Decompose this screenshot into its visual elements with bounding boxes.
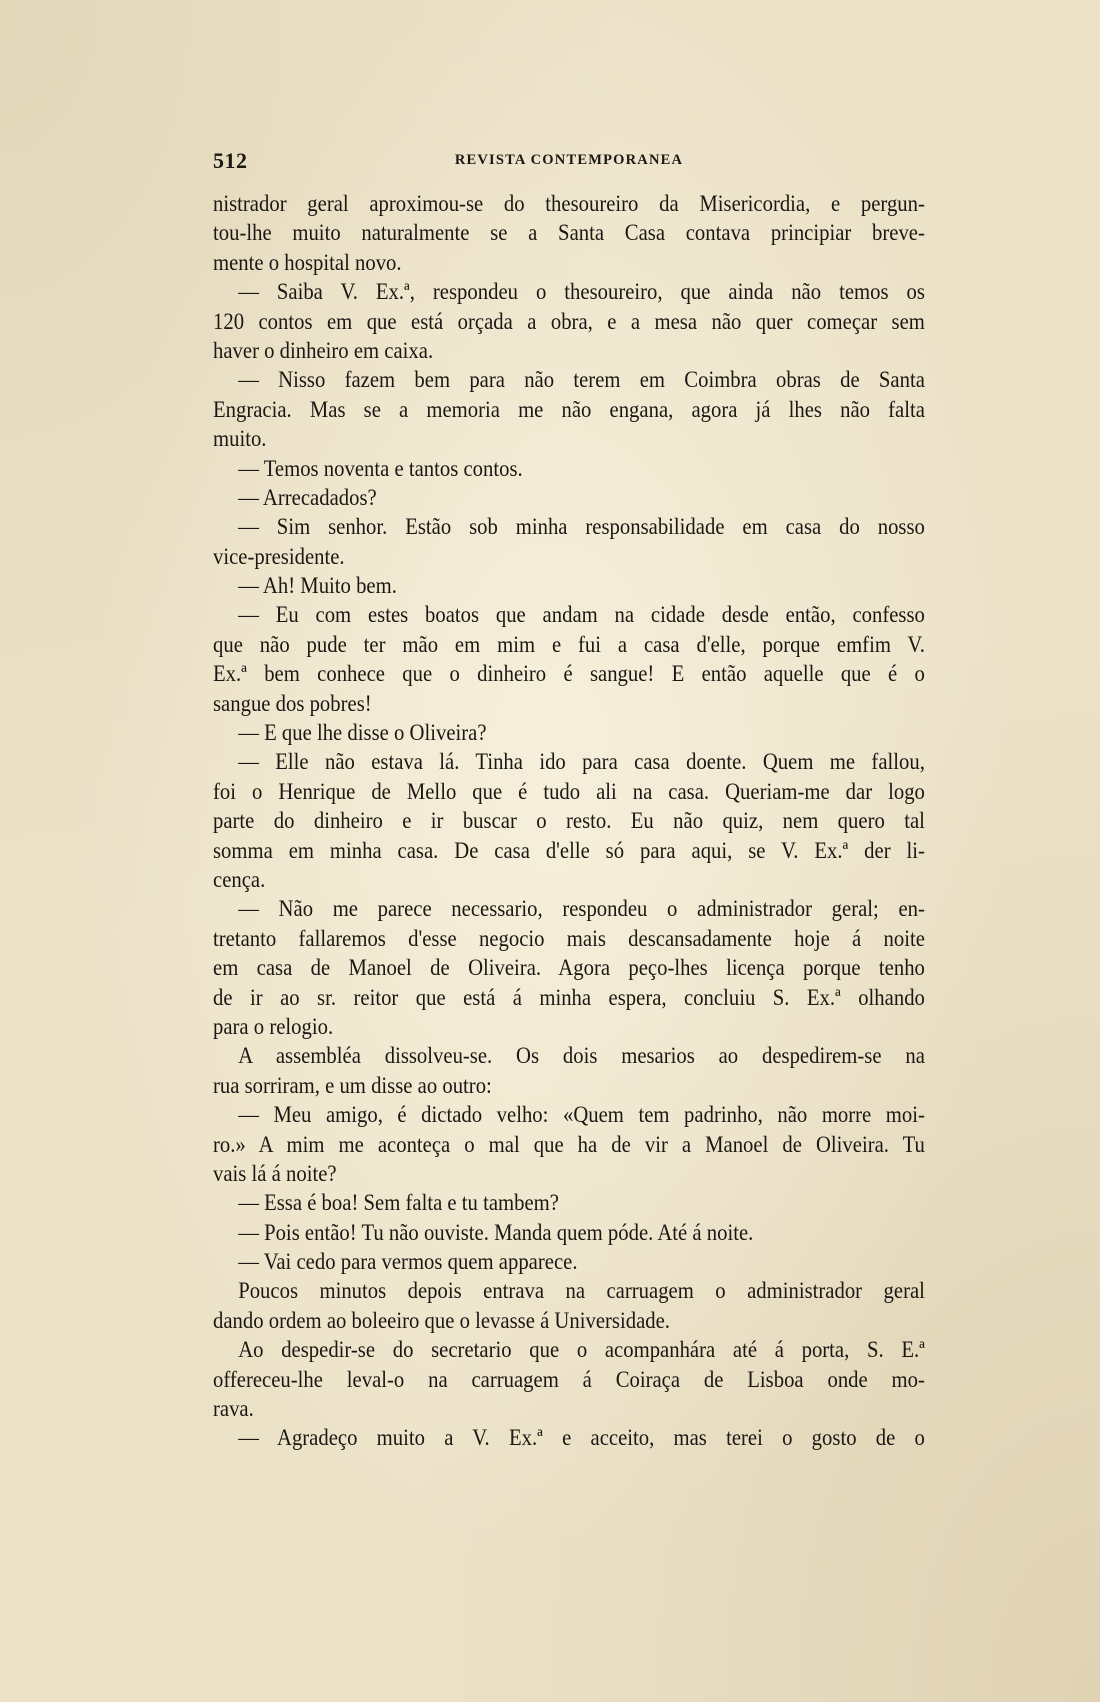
text-line: cença. xyxy=(213,866,266,892)
text-line: para o relogio. xyxy=(213,1013,334,1039)
text-line: vice-presidente. xyxy=(213,543,345,569)
text-line: vais lá á noite? xyxy=(213,1160,337,1186)
text-line: Engracia. Mas se a memoria me não engana, agora já lhes não falta xyxy=(213,396,925,422)
text-line: haver o dinheiro em caixa. xyxy=(213,337,434,363)
text-line: — Sim senhor. Estão sob minha responsabilidade em casa do nosso xyxy=(238,514,925,540)
text-line: offereceu-lhe leval-o na carruagem á Coiraça de Lisboa onde mo- xyxy=(213,1366,925,1392)
text-line: somma em minha casa. De casa d'elle só para aqui, se V. Ex.ª der li- xyxy=(213,837,925,863)
text-line: — Temos noventa e tantos contos. xyxy=(238,455,523,481)
running-head xyxy=(213,148,925,174)
text-line: A assembléa dissolveu-se. Os dois mesarios ao despedirem-se na xyxy=(238,1043,925,1069)
text-line: tou-lhe muito naturalmente se a Santa Casa contava principiar breve- xyxy=(213,220,925,246)
text-line: — Ah! Muito bem. xyxy=(238,573,397,599)
text-line: ro.» A mim me aconteça o mal que ha de vir a Manoel de Oliveira. Tu xyxy=(213,1131,925,1157)
text-line: muito. xyxy=(213,426,267,452)
text-line: — Saiba V. Ex.ª, respondeu o thesoureiro, que ainda não temos os xyxy=(238,279,925,305)
text-line: rava. xyxy=(213,1396,254,1422)
text-line: 120 contos em que está orçada a obra, e a mesa não quer começar sem xyxy=(213,308,925,334)
text-line: em casa de Manoel de Oliveira. Agora peço-lhes licença porque tenho xyxy=(213,955,925,981)
text-line: Ao despedir-se do secretario que o acompanhára até á porta, S. E.ª xyxy=(238,1337,925,1363)
page-number: 512 xyxy=(213,148,248,173)
text-line: — Meu amigo, é dictado velho: «Quem tem padrinho, não morre moi- xyxy=(238,1102,925,1128)
text-line: mente o hospital novo. xyxy=(213,249,402,275)
text-line: de ir ao sr. reitor que está á minha espera, concluiu S. Ex.ª olhando xyxy=(213,984,925,1010)
text-line: — Pois então! Tu não ouviste. Manda quem póde. Até á noite. xyxy=(238,1219,754,1245)
text-line: — E que lhe disse o Oliveira? xyxy=(238,720,487,746)
text-line: — Essa é boa! Sem falta e tu tambem? xyxy=(238,1190,559,1216)
text-line: — Não me parece necessario, respondeu o administrador geral; en- xyxy=(238,896,925,922)
text-line: sangue dos pobres! xyxy=(213,690,372,716)
text-line: nistrador geral aproximou-se do thesoureiro da Misericordia, e pergun- xyxy=(213,191,925,216)
text-line: foi o Henrique de Mello que é tudo ali na casa. Queriam-me dar logo xyxy=(213,778,925,804)
text-line: — Agradeço muito a V. Ex.ª e acceito, mas terei o gosto de o xyxy=(238,1425,925,1451)
text-line: — Vai cedo para vermos quem apparece. xyxy=(238,1249,578,1275)
body-text xyxy=(213,189,925,1453)
text-line: Ex.ª bem conhece que o dinheiro é sangue! E então aquelle que é o xyxy=(213,661,925,687)
text-line: rua sorriram, e um disse ao outro: xyxy=(213,1072,492,1098)
text-line: — Nisso fazem bem para não terem em Coimbra obras de Santa xyxy=(238,367,925,393)
text-line: tretanto fallaremos d'esse negocio mais descansadamente hoje á noite xyxy=(213,925,925,951)
text-line: — Eu com estes boatos que andam na cidade desde então, confesso xyxy=(238,602,925,628)
text-line: que não pude ter mão em mim e fui a casa d'elle, porque emfim V. xyxy=(213,631,925,657)
text-line: Poucos minutos depois entrava na carruagem o administrador geral xyxy=(238,1278,925,1304)
text-line: — Elle não estava lá. Tinha ido para casa doente. Quem me fallou, xyxy=(238,749,925,775)
text-line: dando ordem ao boleeiro que o levasse á Universidade. xyxy=(213,1307,670,1333)
text-line: parte do dinheiro e ir buscar o resto. Eu não quiz, nem quero tal xyxy=(213,808,925,834)
text-line: — Arrecadados? xyxy=(238,484,377,510)
journal-title: REVISTA CONTEMPORANEA xyxy=(454,152,684,168)
